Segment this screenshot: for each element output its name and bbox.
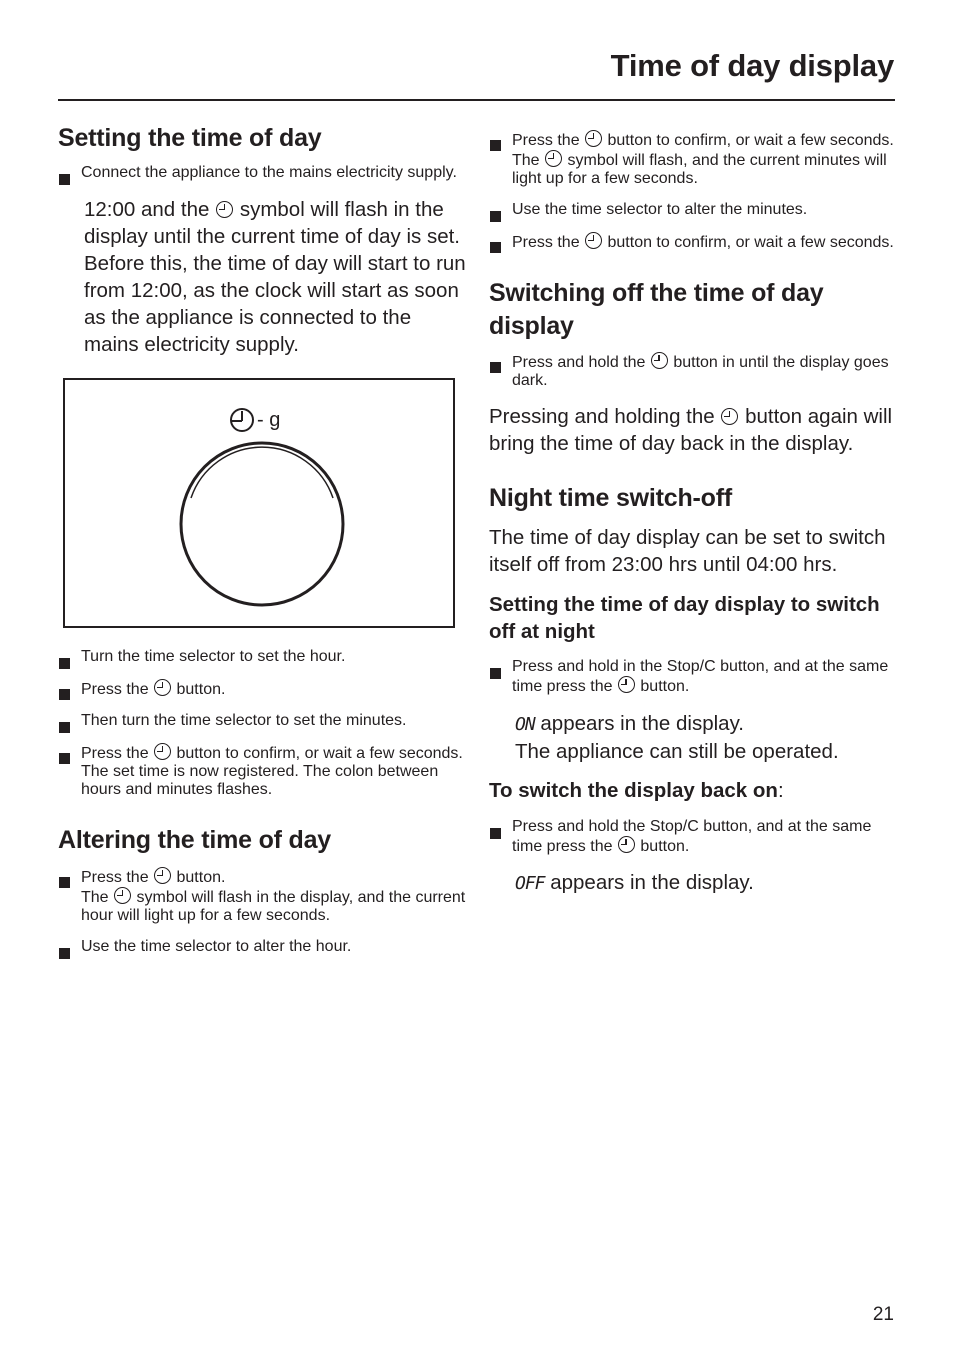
time-selector-knob — [181, 443, 343, 605]
time-selector-illustration — [65, 380, 453, 626]
info-paragraph: The time of day display can be set to switch itself off from 23:00 hrs until 04:00 hrs. — [489, 526, 886, 576]
list-item: Press the button. The symbol will flash in the display, and the current hour will light up for a few seconds. — [58, 867, 468, 925]
knob-arc — [191, 447, 333, 498]
clock-icon — [618, 676, 635, 693]
clock-icon — [585, 232, 602, 249]
clock-icon — [721, 408, 738, 425]
right-column — [489, 122, 899, 897]
list-item: Use the time selector to alter the minutes. — [489, 201, 899, 219]
page-number: 21 — [872, 1304, 894, 1325]
list-item: Press and hold the button in until the display goes dark. — [489, 352, 899, 390]
clock-icon — [154, 743, 171, 760]
clock-icon — [651, 352, 668, 369]
page-title: Time of day display — [610, 48, 894, 83]
figure-label: - g — [257, 409, 281, 431]
heading-altering: Altering the time of day — [58, 826, 332, 854]
clock-icon — [585, 130, 602, 147]
list-item: Press and hold the Stop/C button, and at the same time press the button. — [489, 818, 899, 856]
info-paragraph: 12:00 and the symbol will flash in the display until the current time of day is set. Before this, the time of day will start to run from 12:00, as the clock will start as soon as the appliance is connected to the mains electricity supply. — [84, 198, 466, 356]
display-code-on: ON — [515, 714, 535, 735]
info-paragraph: To switch the display back on: — [489, 779, 784, 802]
clock-icon — [618, 836, 635, 853]
info-paragraph: Pressing and holding the button again will bring the time of day back in the display. — [489, 405, 893, 455]
clock-icon — [216, 201, 233, 218]
clock-icon — [114, 887, 131, 904]
display-code-off: OFF — [515, 873, 545, 894]
list-item: Press the button. — [58, 679, 468, 699]
clock-icon — [545, 150, 562, 167]
time-selector-figure — [63, 378, 455, 628]
subheading-night: Setting the time of day display to switch off at night — [489, 593, 880, 643]
list-item: Connect the appliance to the mains electricity supply. — [58, 164, 468, 182]
heading-night: Night time switch-off — [489, 484, 733, 512]
list-item: Press the button to confirm, or wait a few seconds. The set time is now registered. The colon between hours and minutes flashes. — [58, 743, 468, 799]
left-column — [58, 122, 468, 956]
heading-switching: Switching off the time of day display — [489, 279, 824, 340]
clock-icon — [154, 679, 171, 696]
list-item: Press the button to confirm, or wait a few seconds. The symbol will flash, and the current minutes will light up for a few seconds. — [489, 130, 899, 188]
clock-icon — [154, 867, 171, 884]
info-paragraph: OFF appears in the display. — [515, 871, 754, 894]
info-paragraph: ON appears in the display. The appliance can still be operated. — [515, 712, 839, 763]
list-item: Press the button to confirm, or wait a few seconds. — [489, 232, 899, 252]
heading-setting: Setting the time of day — [58, 124, 322, 152]
list-item: Press and hold in the Stop/C button, and at the same time press the button. — [489, 658, 899, 696]
list-item: Turn the time selector to set the hour. — [58, 648, 468, 666]
list-item: Use the time selector to alter the hour. — [58, 938, 468, 956]
header-rule — [58, 99, 895, 101]
list-item: Then turn the time selector to set the minutes. — [58, 712, 468, 730]
